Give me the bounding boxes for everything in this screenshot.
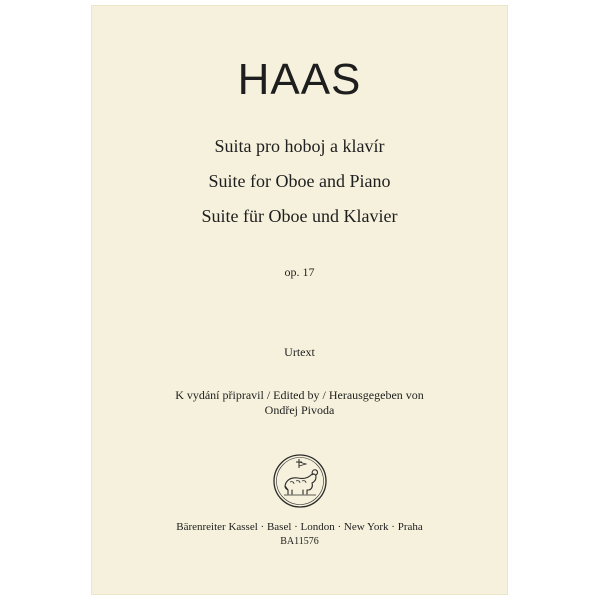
edition-type: Urtext (284, 345, 315, 359)
title-czech: Suita pro hoboj a klavír (214, 136, 385, 156)
score-cover (92, 6, 507, 594)
publisher-logo-icon (272, 453, 328, 509)
catalog-number: BA11576 (280, 536, 319, 547)
title-english: Suite for Oboe and Piano (208, 171, 391, 191)
composer-name: HAAS (237, 55, 362, 104)
opus-number: op. 17 (284, 265, 315, 279)
publisher-line: Bärenreiter Kassel · Basel · London · New York · Praha (176, 521, 423, 533)
title-german: Suite für Oboe und Klavier (201, 206, 398, 226)
editor-name: Ondřej Pivoda (264, 403, 335, 417)
editor-label: K vydání připravil / Edited by / Herausgegeben von (175, 388, 424, 402)
